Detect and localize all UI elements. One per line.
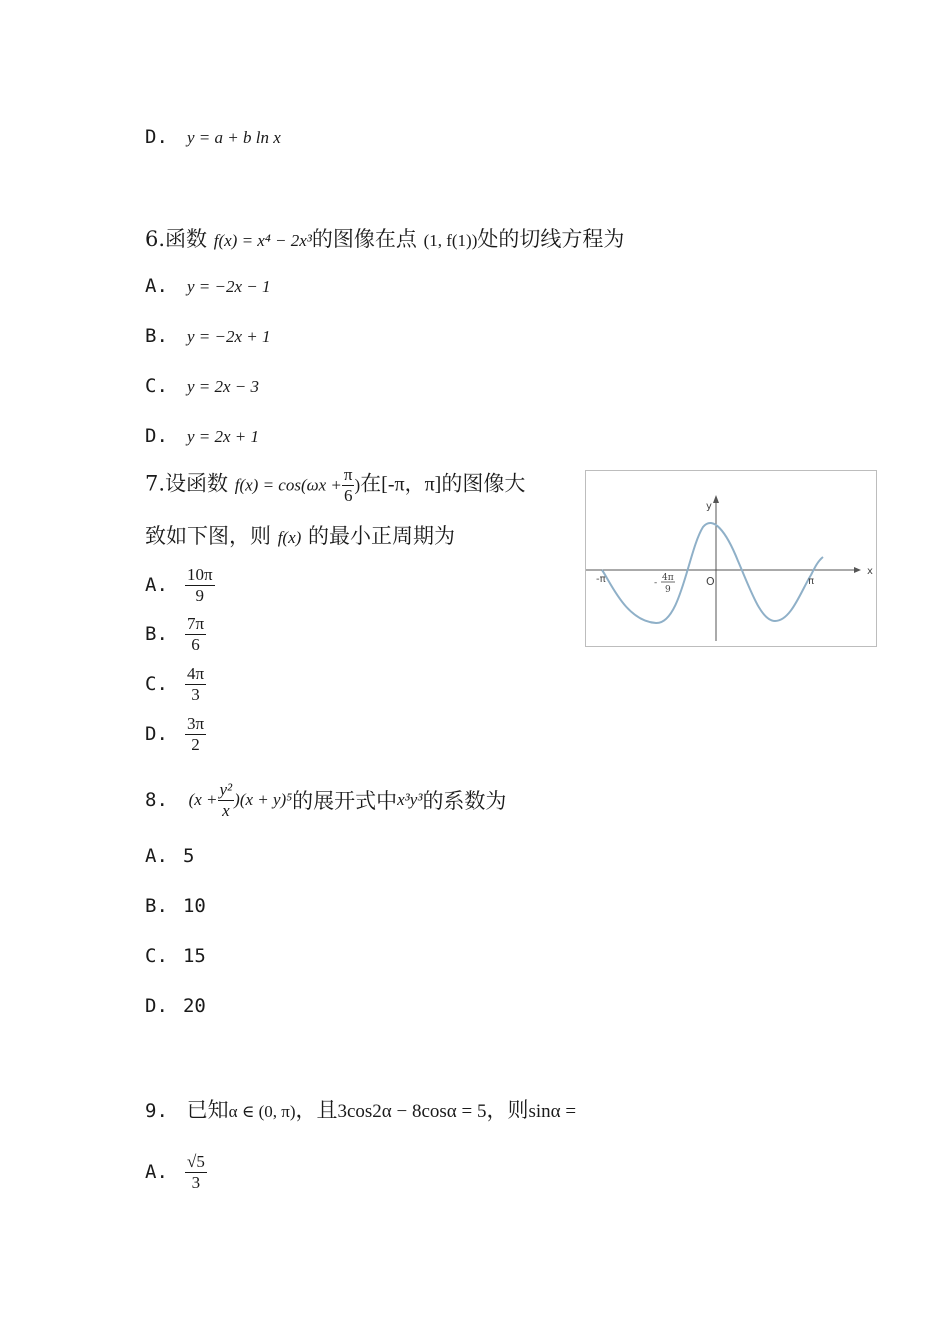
q8-option-b	[145, 895, 206, 917]
option-label: D.	[145, 723, 168, 746]
option-label: A.	[145, 845, 168, 867]
question-number: 7.	[145, 471, 166, 496]
q7-option-a	[145, 565, 215, 605]
q7-stem-text-1: 设函数	[165, 471, 229, 496]
fraction-numerator: 3π	[186, 714, 205, 733]
fraction-denominator: 2	[191, 734, 200, 754]
q6-option-a	[145, 275, 271, 297]
q9-equation: 3cos2α − 8cosα = 5	[337, 1101, 487, 1122]
option-label: D.	[145, 126, 168, 148]
q8-fraction	[218, 780, 235, 820]
q7-stem-text-3: 的图像大	[441, 471, 526, 496]
q6-stem-text-3: 处的切线方程为	[477, 227, 625, 251]
q8-stem	[145, 780, 506, 820]
q7-option-c	[145, 664, 206, 704]
graph-svg	[586, 471, 876, 646]
fraction-denominator: 6	[343, 485, 353, 505]
x-axis-label: x	[867, 566, 873, 577]
option-value: 20	[182, 995, 206, 1017]
option-value: 5	[182, 845, 195, 867]
option-label: A.	[145, 574, 168, 597]
x-axis-arrow	[854, 567, 861, 573]
option-label: B.	[145, 325, 168, 347]
fraction-denominator: 3	[191, 1172, 201, 1192]
option-label: D.	[145, 995, 168, 1017]
question-number: 8.	[145, 789, 168, 812]
q7-stem-text-5: 的最小正周期为	[307, 524, 455, 548]
option-fraction	[185, 565, 215, 605]
q6-option-c	[145, 375, 259, 397]
q8-option-d	[145, 995, 206, 1017]
q8-term: x³y³	[397, 790, 423, 810]
fraction-numerator: π	[343, 465, 353, 484]
fraction-denominator: 6	[191, 634, 200, 654]
q7-function-close: )	[354, 475, 361, 495]
origin-label: O	[706, 575, 715, 588]
q7-function-ref: f(x)	[277, 528, 302, 547]
q7-function-graph	[585, 470, 877, 647]
fraction-numerator: 7π	[186, 614, 205, 633]
fraction-denominator: 3	[191, 684, 200, 704]
fraction-numerator: √5	[186, 1152, 205, 1171]
q8-option-a	[145, 845, 194, 867]
fraction-numerator: 10π	[186, 565, 213, 584]
q6-option-d	[145, 425, 259, 447]
option-label: C.	[145, 945, 168, 967]
q7-stem-text-2: 在	[360, 471, 382, 496]
fraction-numerator: 4π	[186, 664, 205, 683]
q8-stem-text-1: 的展开式中	[292, 789, 398, 814]
option-expression: y = −2x + 1	[186, 327, 271, 346]
option-value: 10	[182, 895, 206, 917]
q8-option-c	[145, 945, 206, 967]
q9-stem	[145, 1094, 576, 1124]
option-fraction	[185, 614, 206, 654]
q7-function: f(x) = cos(ωx +	[234, 475, 342, 495]
q8-expr-pre: (x +	[188, 790, 218, 810]
option-label: C.	[145, 673, 168, 696]
q7-stem-line2	[145, 520, 455, 550]
q9-stem-text-1: 已知	[186, 1098, 229, 1122]
q7-option-b	[145, 614, 206, 654]
option-label: B.	[145, 895, 168, 917]
y-axis-arrow	[713, 495, 719, 503]
option-label: C.	[145, 375, 168, 397]
mark-sign: -	[654, 578, 658, 588]
option-expression: y = −2x − 1	[186, 277, 271, 296]
q7-option-d	[145, 714, 206, 754]
left-tick-label: -π	[596, 574, 606, 585]
option-fraction	[185, 1152, 207, 1192]
q9-stem-text-3: ，则	[486, 1098, 529, 1122]
question-number: 9.	[145, 1100, 168, 1122]
mark-numerator: 4π	[662, 573, 674, 583]
option-fraction	[185, 664, 206, 704]
option-label: A.	[145, 275, 168, 297]
q6-stem	[145, 223, 624, 253]
option-label: D.	[145, 425, 168, 447]
q9-option-a	[145, 1152, 207, 1192]
fraction-denominator: 9	[195, 585, 205, 605]
option-value: 15	[182, 945, 206, 967]
option-fraction	[185, 714, 206, 754]
fraction-numerator: y²	[219, 780, 233, 799]
option-expression: y = 2x − 3	[186, 377, 260, 396]
q8-expr-post: )(x + y)⁵	[234, 790, 293, 810]
q7-interval: [-π，π]	[381, 473, 442, 496]
y-axis-label: y	[706, 501, 712, 512]
q6-point: (1, f(1))	[423, 231, 478, 250]
fraction-denominator: x	[222, 800, 230, 820]
q9-condition: α ∈ (0, π)	[228, 1102, 296, 1121]
option-expression: y = a + b ln x	[186, 128, 281, 147]
mark-denominator: 9	[665, 585, 671, 595]
q6-stem-text-1: 函数	[165, 227, 208, 251]
q9-stem-text-2: ，且	[295, 1098, 338, 1122]
q6-stem-text-2: 的图像在点	[311, 227, 417, 251]
option-label: B.	[145, 623, 168, 646]
q9-ask: sinα =	[528, 1101, 577, 1122]
q8-stem-text-2: 的系数为	[422, 789, 507, 814]
q5-option-d	[145, 126, 281, 148]
q7-phase-fraction	[342, 465, 355, 505]
q6-function: f(x) = x⁴ − 2x³	[213, 231, 312, 250]
cosine-curve	[602, 523, 823, 623]
option-expression: y = 2x + 1	[186, 427, 260, 446]
question-number: 6.	[145, 227, 166, 251]
option-label: A.	[145, 1161, 168, 1184]
q6-option-b	[145, 325, 271, 347]
right-tick-label: π	[808, 576, 815, 587]
q7-stem-text-4: 致如下图，则	[145, 524, 271, 548]
q7-stem	[145, 465, 525, 505]
